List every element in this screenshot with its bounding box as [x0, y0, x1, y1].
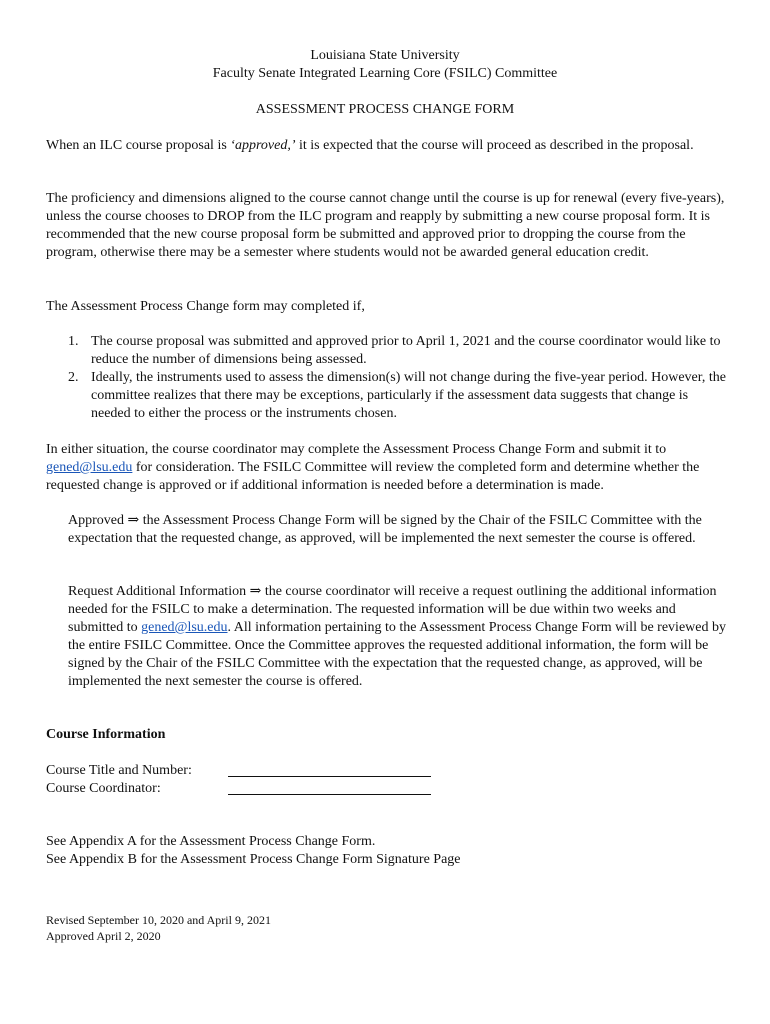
- intro-paragraph-3: The Assessment Process Change form may completed if,: [46, 299, 365, 314]
- appendix-a-note: See Appendix A for the Assessment Process Change Form.: [46, 834, 376, 849]
- approved-outcome: Approved ⇒ the Assessment Process Change Form will be signed by the Chair of the FSILC Committee with the expectation that the requested change, as approved, will be implemented the next semester the course is offered.: [68, 513, 702, 546]
- approved-emphasis: ‘approved,’: [230, 138, 296, 153]
- course-title-label: Course Title and Number:: [46, 763, 192, 778]
- intro-paragraph-2: The proficiency and dimensions aligned to the course cannot change until the course is up for renewal (every five-years), unless the course chooses to DROP from the ILC program and reapply by submitting a new course proposal form. It is recommended that the new course proposal form be submitted and approved prior to dropping the course from the program, otherwise there may be a semester where students would not be awarded general education credit.: [46, 191, 725, 260]
- list-item: 2. Ideally, the instruments used to assess the dimension(s) will not change during the five-year period. However, the committee realizes that there may be exceptions, particularly if the assessment data suggests that change is needed to either the process or the instruments chosen.: [68, 370, 726, 421]
- intro-paragraph-1: When an ILC course proposal is ‘approved,’ it is expected that the course will proceed as described in the proposal.: [46, 138, 694, 153]
- institution-name: Louisiana State University: [310, 48, 460, 63]
- list-item: 1. The course proposal was submitted and approved prior to April 1, 2021 and the course coordinator would like to reduce the number of dimensions being assessed.: [68, 334, 721, 367]
- course-information-heading: Course Information: [46, 727, 166, 742]
- revision-date: Revised September 10, 2020 and April 9, 2021: [46, 913, 271, 927]
- approval-date: Approved April 2, 2020: [46, 929, 161, 943]
- conditions-list: [46, 333, 726, 423]
- gened-email-link-2[interactable]: gened@lsu.edu: [141, 620, 228, 635]
- gened-email-link[interactable]: gened@lsu.edu: [46, 460, 133, 475]
- course-coordinator-field[interactable]: [228, 794, 431, 795]
- course-coordinator-label: Course Coordinator:: [46, 781, 161, 796]
- course-coordinator-field-row: [46, 780, 446, 798]
- either-situation-paragraph: In either situation, the course coordinator may complete the Assessment Process Change Form and submit it to gened@lsu.edu for consideration. The FSILC Committee will review the completed form and determine whether the requested change is approved or if additional information is needed before a determination is made.: [46, 442, 700, 493]
- appendix-b-note: See Appendix B for the Assessment Process Change Form Signature Page: [46, 852, 461, 867]
- form-title: ASSESSMENT PROCESS CHANGE FORM: [255, 102, 515, 117]
- course-title-field[interactable]: [228, 776, 431, 777]
- course-title-field-row: [46, 762, 446, 780]
- committee-name: Faculty Senate Integrated Learning Core (FSILC) Committee: [212, 66, 558, 81]
- request-info-outcome: Request Additional Information ⇒ the course coordinator will receive a request outlining the additional information needed for the FSILC to make a determination. The requested information will be due within two weeks and submitted to gened@lsu.edu. All information pertaining to the Assessment Process Change Form will be reviewed by the entire FSILC Committee. Once the Committee approves the requested additional information, the form will be signed by the Chair of the FSILC Committee with the expectation that the requested change, as approved, will be implemented the next semester the course is offered.: [68, 584, 726, 689]
